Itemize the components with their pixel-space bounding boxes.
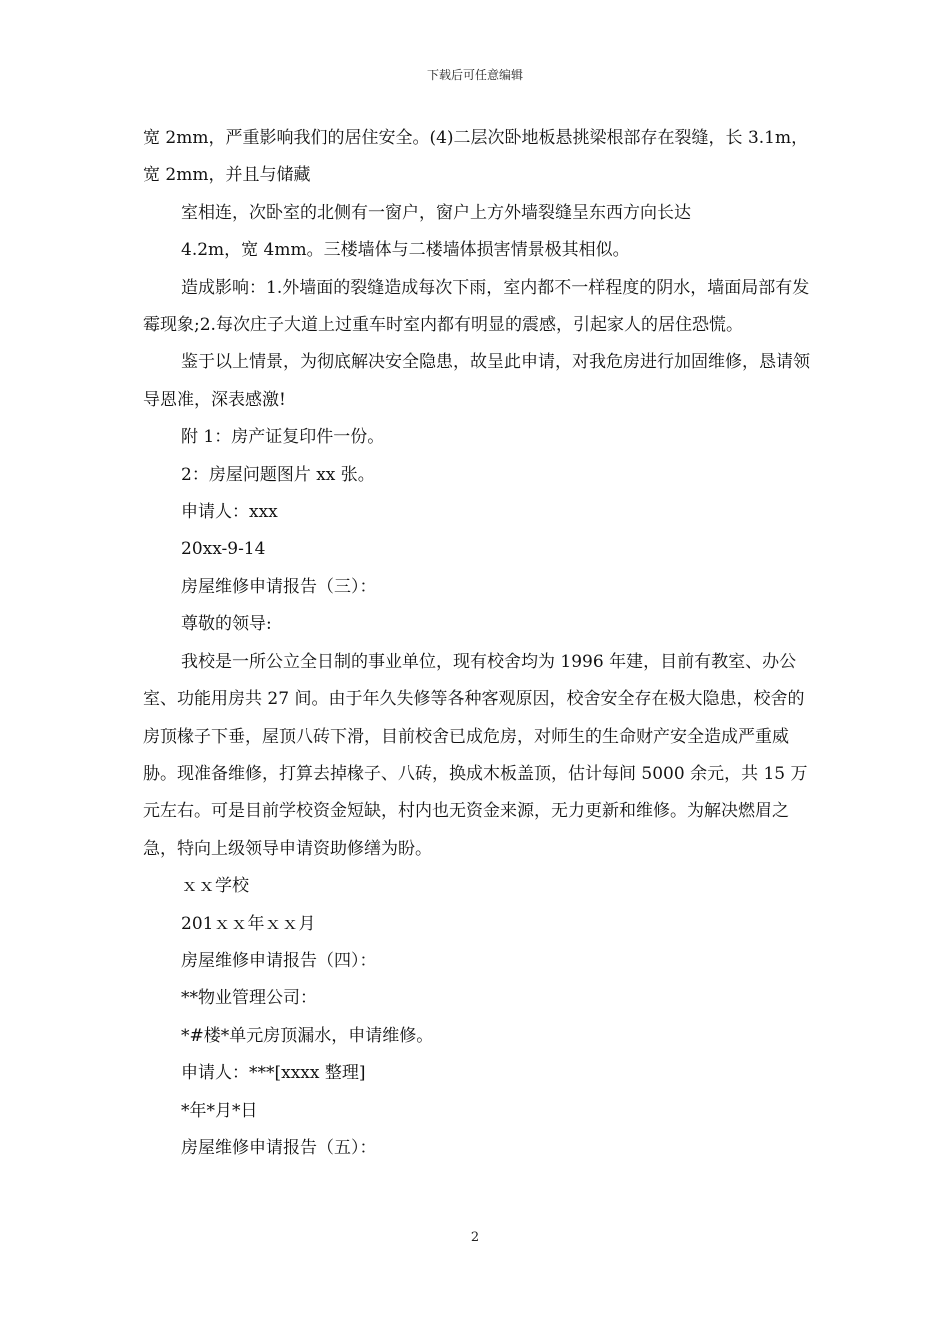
applicant-line: 申请人：***[xxxx 整理]	[181, 1063, 366, 1084]
date-line: 201ｘｘ年ｘｘ月	[181, 913, 316, 934]
paragraph: 鉴于以上情景，为彻底解决安全隐患，故呈此申请，对我危房进行加固维修，恳请领导恩准，深表感激!	[143, 352, 810, 410]
date-line: *年*月*日	[181, 1100, 258, 1121]
signature-line: ｘｘ学校	[181, 876, 249, 897]
page-header: 下载后可任意编辑	[426, 68, 523, 82]
date-line: 20xx-9-14	[181, 539, 266, 560]
paragraph: 造成影响：1.外墙面的裂缝造成每次下雨，室内都不一样程度的阴水，墙面局部有发霉现象;2.每次庄子大道上过重车时室内都有明显的震感，引起家人的居住恐慌。	[143, 277, 810, 336]
salutation: 尊敬的领导:	[181, 614, 272, 635]
page-number: 2	[470, 1230, 480, 1245]
paragraph: 宽 2mm，严重影响我们的居住安全。(4)二层次卧地板悬挑梁根部存在裂缝，长 3.1m，宽 2mm，并且与储藏	[143, 128, 809, 186]
applicant-line: 申请人：xxx	[181, 502, 278, 523]
paragraph: *#楼*单元房顶漏水，申请维修。	[181, 1025, 434, 1046]
attachment-line: 2：房屋问题图片 xx 张。	[181, 464, 375, 485]
section-heading: 房屋维修申请报告（四）：	[181, 950, 377, 971]
salutation: **物业管理公司：	[181, 988, 317, 1009]
section-heading: 房屋维修申请报告（五）：	[181, 1137, 377, 1158]
document-body	[143, 120, 813, 1167]
paragraph: 室相连，次卧室的北侧有一窗户，窗户上方外墙裂缝呈东西方向长达	[181, 202, 691, 223]
section-heading: 房屋维修申请报告（三）：	[181, 576, 377, 597]
attachment-line: 附 1：房产证复印件一份。	[181, 427, 385, 448]
paragraph: 4.2m，宽 4mm。三楼墙体与二楼墙体损害情景极其相似。	[181, 240, 630, 261]
paragraph: 我校是一所公立全日制的事业单位，现有校舍均为 1996 年建，目前有教室、办公室、功能用房共 27 间。由于年久失修等各种客观原因，校舍安全存在极大隐患，校舍的房顶椽子下垂，屋顶八砖下滑，目前校舍已成危房，对师生的生命财产安全造成严重威胁。现准备维修，打算去掉椽子、八砖，换成木板盖顶，估计每间 5000 余元，共 15 万元左右。可是目前学校资金短缺，村内也无资金来源，无力更新和维修。为解决燃眉之急，特向上级领导申请资助修缮为盼。	[143, 651, 808, 859]
